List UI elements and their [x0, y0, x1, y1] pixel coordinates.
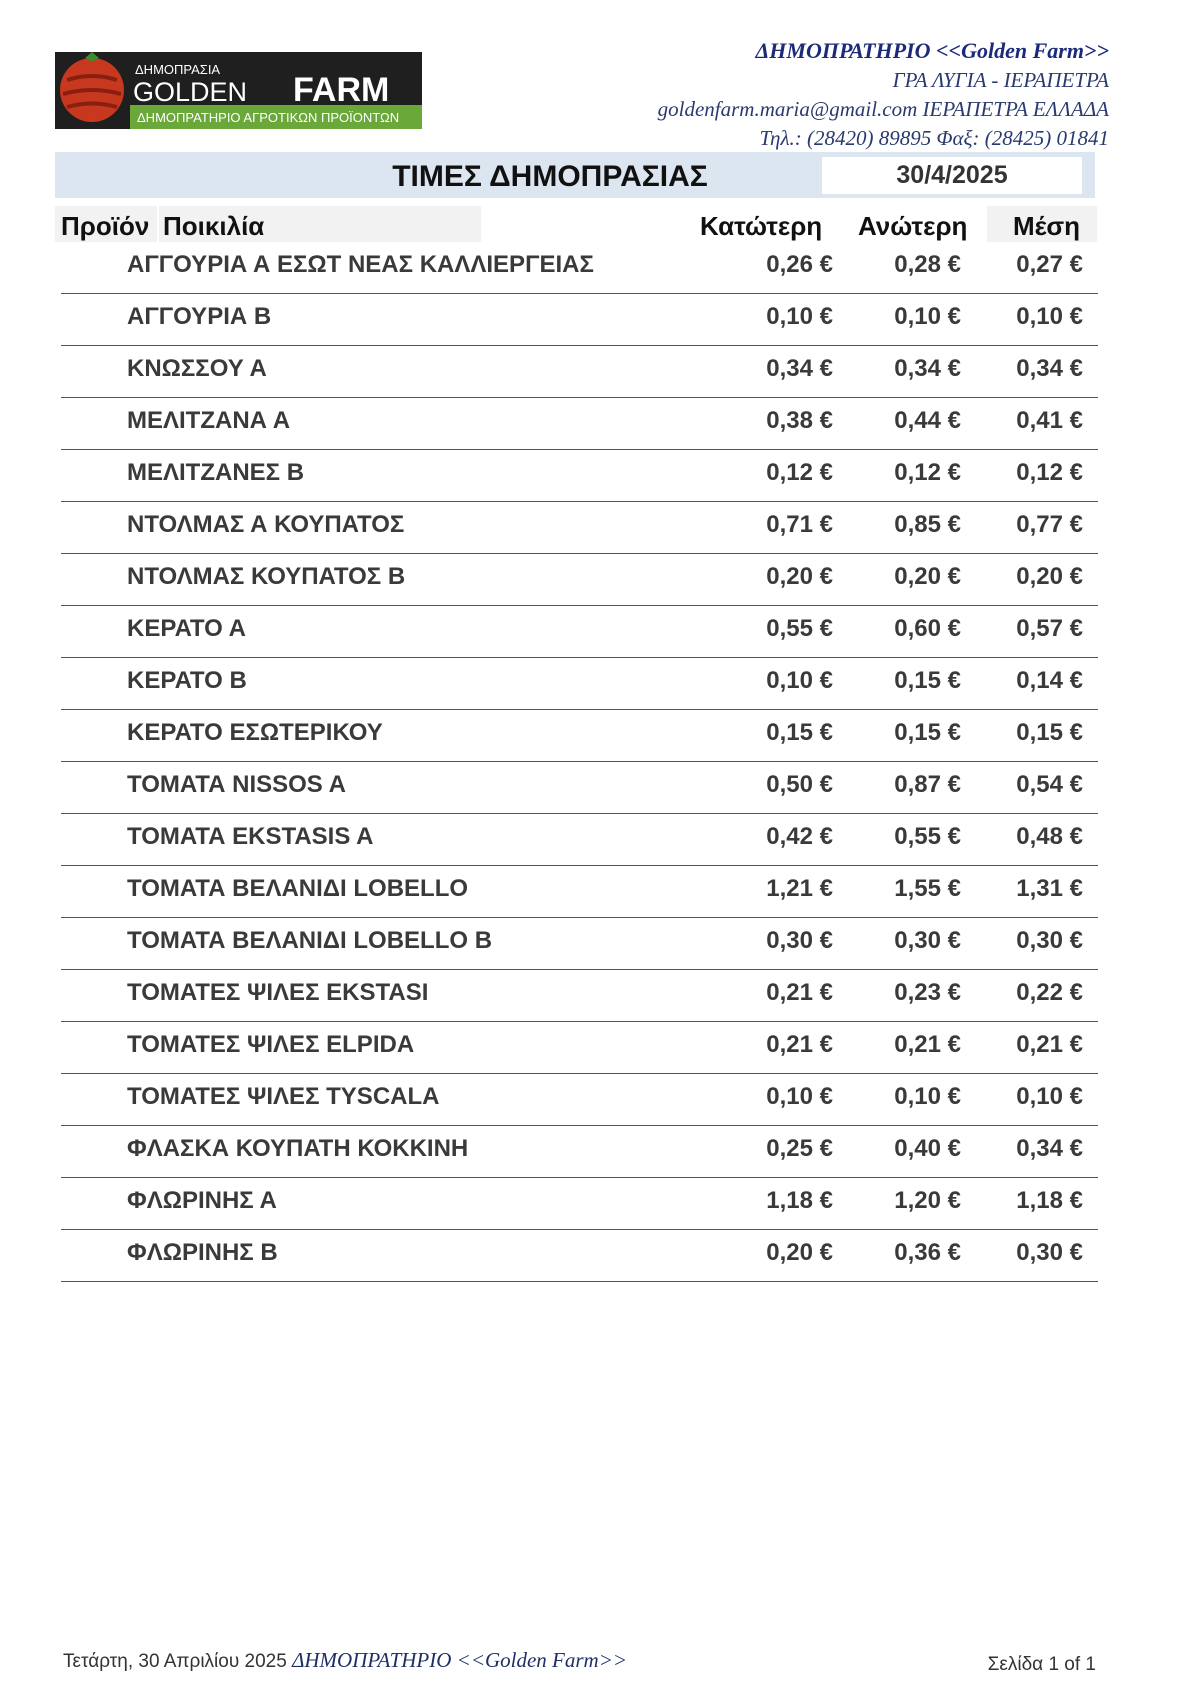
low-price-cell: 0,10 € — [766, 667, 833, 694]
variety-cell: ΤΟΜΑΤΑ NISSOS A — [127, 771, 346, 798]
avg-price-cell: 0,54 € — [1016, 771, 1083, 798]
variety-cell: ΤΟΜΑΤΑ ΒΕΛΑΝΙΔΙ LOBELLO — [127, 875, 469, 902]
variety-cell: ΤΟΜΑΤΕΣ ΨΙΛΕΣ EKSTASI — [127, 979, 429, 1006]
table-row — [61, 762, 1098, 814]
variety-cell: ΚΕΡΑΤΟ ΕΣΩΤΕΡΙΚΟΥ — [127, 719, 383, 746]
avg-price-cell: 0,77 € — [1016, 511, 1083, 538]
variety-cell: ΦΛΩΡΙΝΗΣ Β — [127, 1239, 278, 1266]
footer-company: ΔΗΜΟΠΡΑΤΗΡΙΟ <<Golden Farm>> — [292, 1648, 628, 1672]
low-price-cell: 1,18 € — [766, 1187, 833, 1214]
avg-price-cell: 0,15 € — [1016, 719, 1083, 746]
variety-cell: ΑΓΓΟΥΡΙΑ Β — [127, 303, 272, 330]
variety-cell: ΦΛΑΣΚΑ ΚΟΥΠΑΤΗ ΚΟΚΚΙΝΗ — [127, 1135, 469, 1162]
company-address: ΓΡΑ ΛΥΓΙΑ - ΙΕΡΑΠΕΤΡΑ — [892, 68, 1109, 92]
high-price-cell: 0,15 € — [894, 667, 961, 694]
logo-tagline: ΔΗΜΟΠΡΑΤΗΡΙΟ ΑΓΡΟΤΙΚΩΝ ΠΡΟΪΟΝΤΩΝ — [137, 110, 400, 125]
high-price-cell: 0,12 € — [894, 459, 961, 486]
table-row — [61, 1230, 1098, 1282]
high-price-cell: 0,15 € — [894, 719, 961, 746]
page-title: ΤΙΜΕΣ ΔΗΜΟΠΡΑΣΙΑΣ — [392, 160, 708, 193]
table-row — [61, 346, 1098, 398]
company-phone: Τηλ.: (28420) 89895 Φαξ: (28425) 01841 — [759, 126, 1109, 150]
golden-farm-logo — [55, 52, 422, 129]
variety-cell: ΤΟΜΑΤΑ EKSTASIS A — [127, 823, 374, 850]
avg-price-cell: 0,22 € — [1016, 979, 1083, 1006]
high-price-cell: 0,36 € — [894, 1239, 961, 1266]
variety-cell: ΚΕΡΑΤΟ Β — [127, 667, 247, 694]
low-price-cell: 0,30 € — [766, 927, 833, 954]
table-row — [61, 1126, 1098, 1178]
low-price-cell: 0,25 € — [766, 1135, 833, 1162]
price-table — [61, 242, 1098, 1282]
low-price-cell: 0,26 € — [766, 251, 833, 278]
avg-price-cell: 0,10 € — [1016, 303, 1083, 330]
avg-price-cell: 0,20 € — [1016, 563, 1083, 590]
table-row — [61, 398, 1098, 450]
table-row — [61, 450, 1098, 502]
variety-cell: ΜΕΛΙΤΖΑΝΕΣ Β — [127, 459, 305, 486]
variety-cell: ΦΛΩΡΙΝΗΣ Α — [127, 1187, 277, 1214]
table-row — [61, 866, 1098, 918]
avg-price-cell: 0,30 € — [1016, 927, 1083, 954]
avg-price-cell: 0,14 € — [1016, 667, 1083, 694]
table-row — [61, 294, 1098, 346]
low-price-cell: 0,55 € — [766, 615, 833, 642]
avg-price-cell: 0,41 € — [1016, 407, 1083, 434]
low-price-cell: 1,21 € — [766, 875, 833, 902]
high-price-cell: 0,55 € — [894, 823, 961, 850]
header-high: Ανώτερη — [858, 211, 968, 241]
table-row — [61, 502, 1098, 554]
avg-price-cell: 0,57 € — [1016, 615, 1083, 642]
high-price-cell: 0,87 € — [894, 771, 961, 798]
avg-price-cell: 0,10 € — [1016, 1083, 1083, 1110]
header-variety: Ποικιλία — [159, 206, 481, 242]
table-row — [61, 970, 1098, 1022]
low-price-cell: 0,20 € — [766, 1239, 833, 1266]
avg-price-cell: 0,34 € — [1016, 1135, 1083, 1162]
low-price-cell: 0,21 € — [766, 979, 833, 1006]
table-row — [61, 1074, 1098, 1126]
avg-price-cell: 1,31 € — [1016, 875, 1083, 902]
low-price-cell: 0,21 € — [766, 1031, 833, 1058]
company-info — [658, 36, 1109, 153]
table-row — [61, 1022, 1098, 1074]
high-price-cell: 0,34 € — [894, 355, 961, 382]
high-price-cell: 0,21 € — [894, 1031, 961, 1058]
avg-price-cell: 0,30 € — [1016, 1239, 1083, 1266]
low-price-cell: 0,42 € — [766, 823, 833, 850]
header-avg: Μέση — [987, 206, 1097, 242]
high-price-cell: 0,23 € — [894, 979, 961, 1006]
high-price-cell: 0,44 € — [894, 407, 961, 434]
high-price-cell: 0,85 € — [894, 511, 961, 538]
avg-price-cell: 0,12 € — [1016, 459, 1083, 486]
variety-cell: ΚΕΡΑΤΟ Α — [127, 615, 246, 642]
high-price-cell: 0,10 € — [894, 1083, 961, 1110]
avg-price-cell: 1,18 € — [1016, 1187, 1083, 1214]
low-price-cell: 0,10 € — [766, 1083, 833, 1110]
high-price-cell: 0,20 € — [894, 563, 961, 590]
footer-page-number: Σελίδα 1 of 1 — [987, 1654, 1096, 1675]
avg-price-cell: 0,27 € — [1016, 251, 1083, 278]
table-row — [61, 658, 1098, 710]
table-row — [61, 710, 1098, 762]
low-price-cell: 0,10 € — [766, 303, 833, 330]
low-price-cell: 0,20 € — [766, 563, 833, 590]
low-price-cell: 0,71 € — [766, 511, 833, 538]
low-price-cell: 0,34 € — [766, 355, 833, 382]
high-price-cell: 0,30 € — [894, 927, 961, 954]
footer-left — [63, 1648, 627, 1673]
header-product: Προϊόν — [55, 206, 157, 242]
variety-cell: ΜΕΛΙΤΖΑΝΑ Α — [127, 407, 291, 434]
table-row — [61, 606, 1098, 658]
footer-date: Τετάρτη, 30 Απριλίου 2025 — [63, 1651, 287, 1672]
variety-cell: ΝΤΟΛΜΑΣ ΚΟΥΠΑΤΟΣ Β — [127, 563, 406, 590]
auction-date: 30/4/2025 — [822, 157, 1082, 194]
high-price-cell: 0,60 € — [894, 615, 961, 642]
variety-cell: ΑΓΓΟΥΡΙΑ Α ΕΣΩΤ ΝΕΑΣ ΚΑΛΛΙΕΡΓΕΙΑΣ — [127, 251, 594, 278]
variety-cell: ΤΟΜΑΤΕΣ ΨΙΛΕΣ TYSCALA — [127, 1083, 440, 1110]
low-price-cell: 0,50 € — [766, 771, 833, 798]
company-email: goldenfarm.maria@gmail.com ΙΕΡΑΠΕΤΡΑ ΕΛΛΑΔΑ — [657, 97, 1109, 121]
low-price-cell: 0,15 € — [766, 719, 833, 746]
high-price-cell: 0,10 € — [894, 303, 961, 330]
table-row — [61, 918, 1098, 970]
table-row — [61, 554, 1098, 606]
company-name: ΔΗΜΟΠΡΑΤΗΡΙΟ <<Golden Farm>> — [755, 38, 1109, 63]
table-row — [61, 814, 1098, 866]
variety-cell: ΝΤΟΛΜΑΣ Α ΚΟΥΠΑΤΟΣ — [127, 511, 405, 538]
variety-cell: ΤΟΜΑΤΕΣ ΨΙΛΕΣ ELPIDA — [127, 1031, 415, 1058]
high-price-cell: 1,20 € — [894, 1187, 961, 1214]
header-low: Κατώτερη — [700, 211, 823, 241]
logo-brand-right: FARM — [293, 71, 390, 109]
logo-brand-left: GOLDEN — [133, 77, 248, 107]
high-price-cell: 0,40 € — [894, 1135, 961, 1162]
table-row — [61, 1178, 1098, 1230]
avg-price-cell: 0,21 € — [1016, 1031, 1083, 1058]
avg-price-cell: 0,48 € — [1016, 823, 1083, 850]
high-price-cell: 1,55 € — [894, 875, 961, 902]
low-price-cell: 0,12 € — [766, 459, 833, 486]
logo-top-text: ΔΗΜΟΠΡΑΣΙΑ — [135, 62, 221, 77]
low-price-cell: 0,38 € — [766, 407, 833, 434]
variety-cell: ΚΝΩΣΣΟΥ Α — [127, 355, 267, 382]
variety-cell: ΤΟΜΑΤΑ ΒΕΛΑΝΙΔΙ LOBELLO B — [127, 927, 493, 954]
avg-price-cell: 0,34 € — [1016, 355, 1083, 382]
table-row — [61, 242, 1098, 294]
high-price-cell: 0,28 € — [894, 251, 961, 278]
